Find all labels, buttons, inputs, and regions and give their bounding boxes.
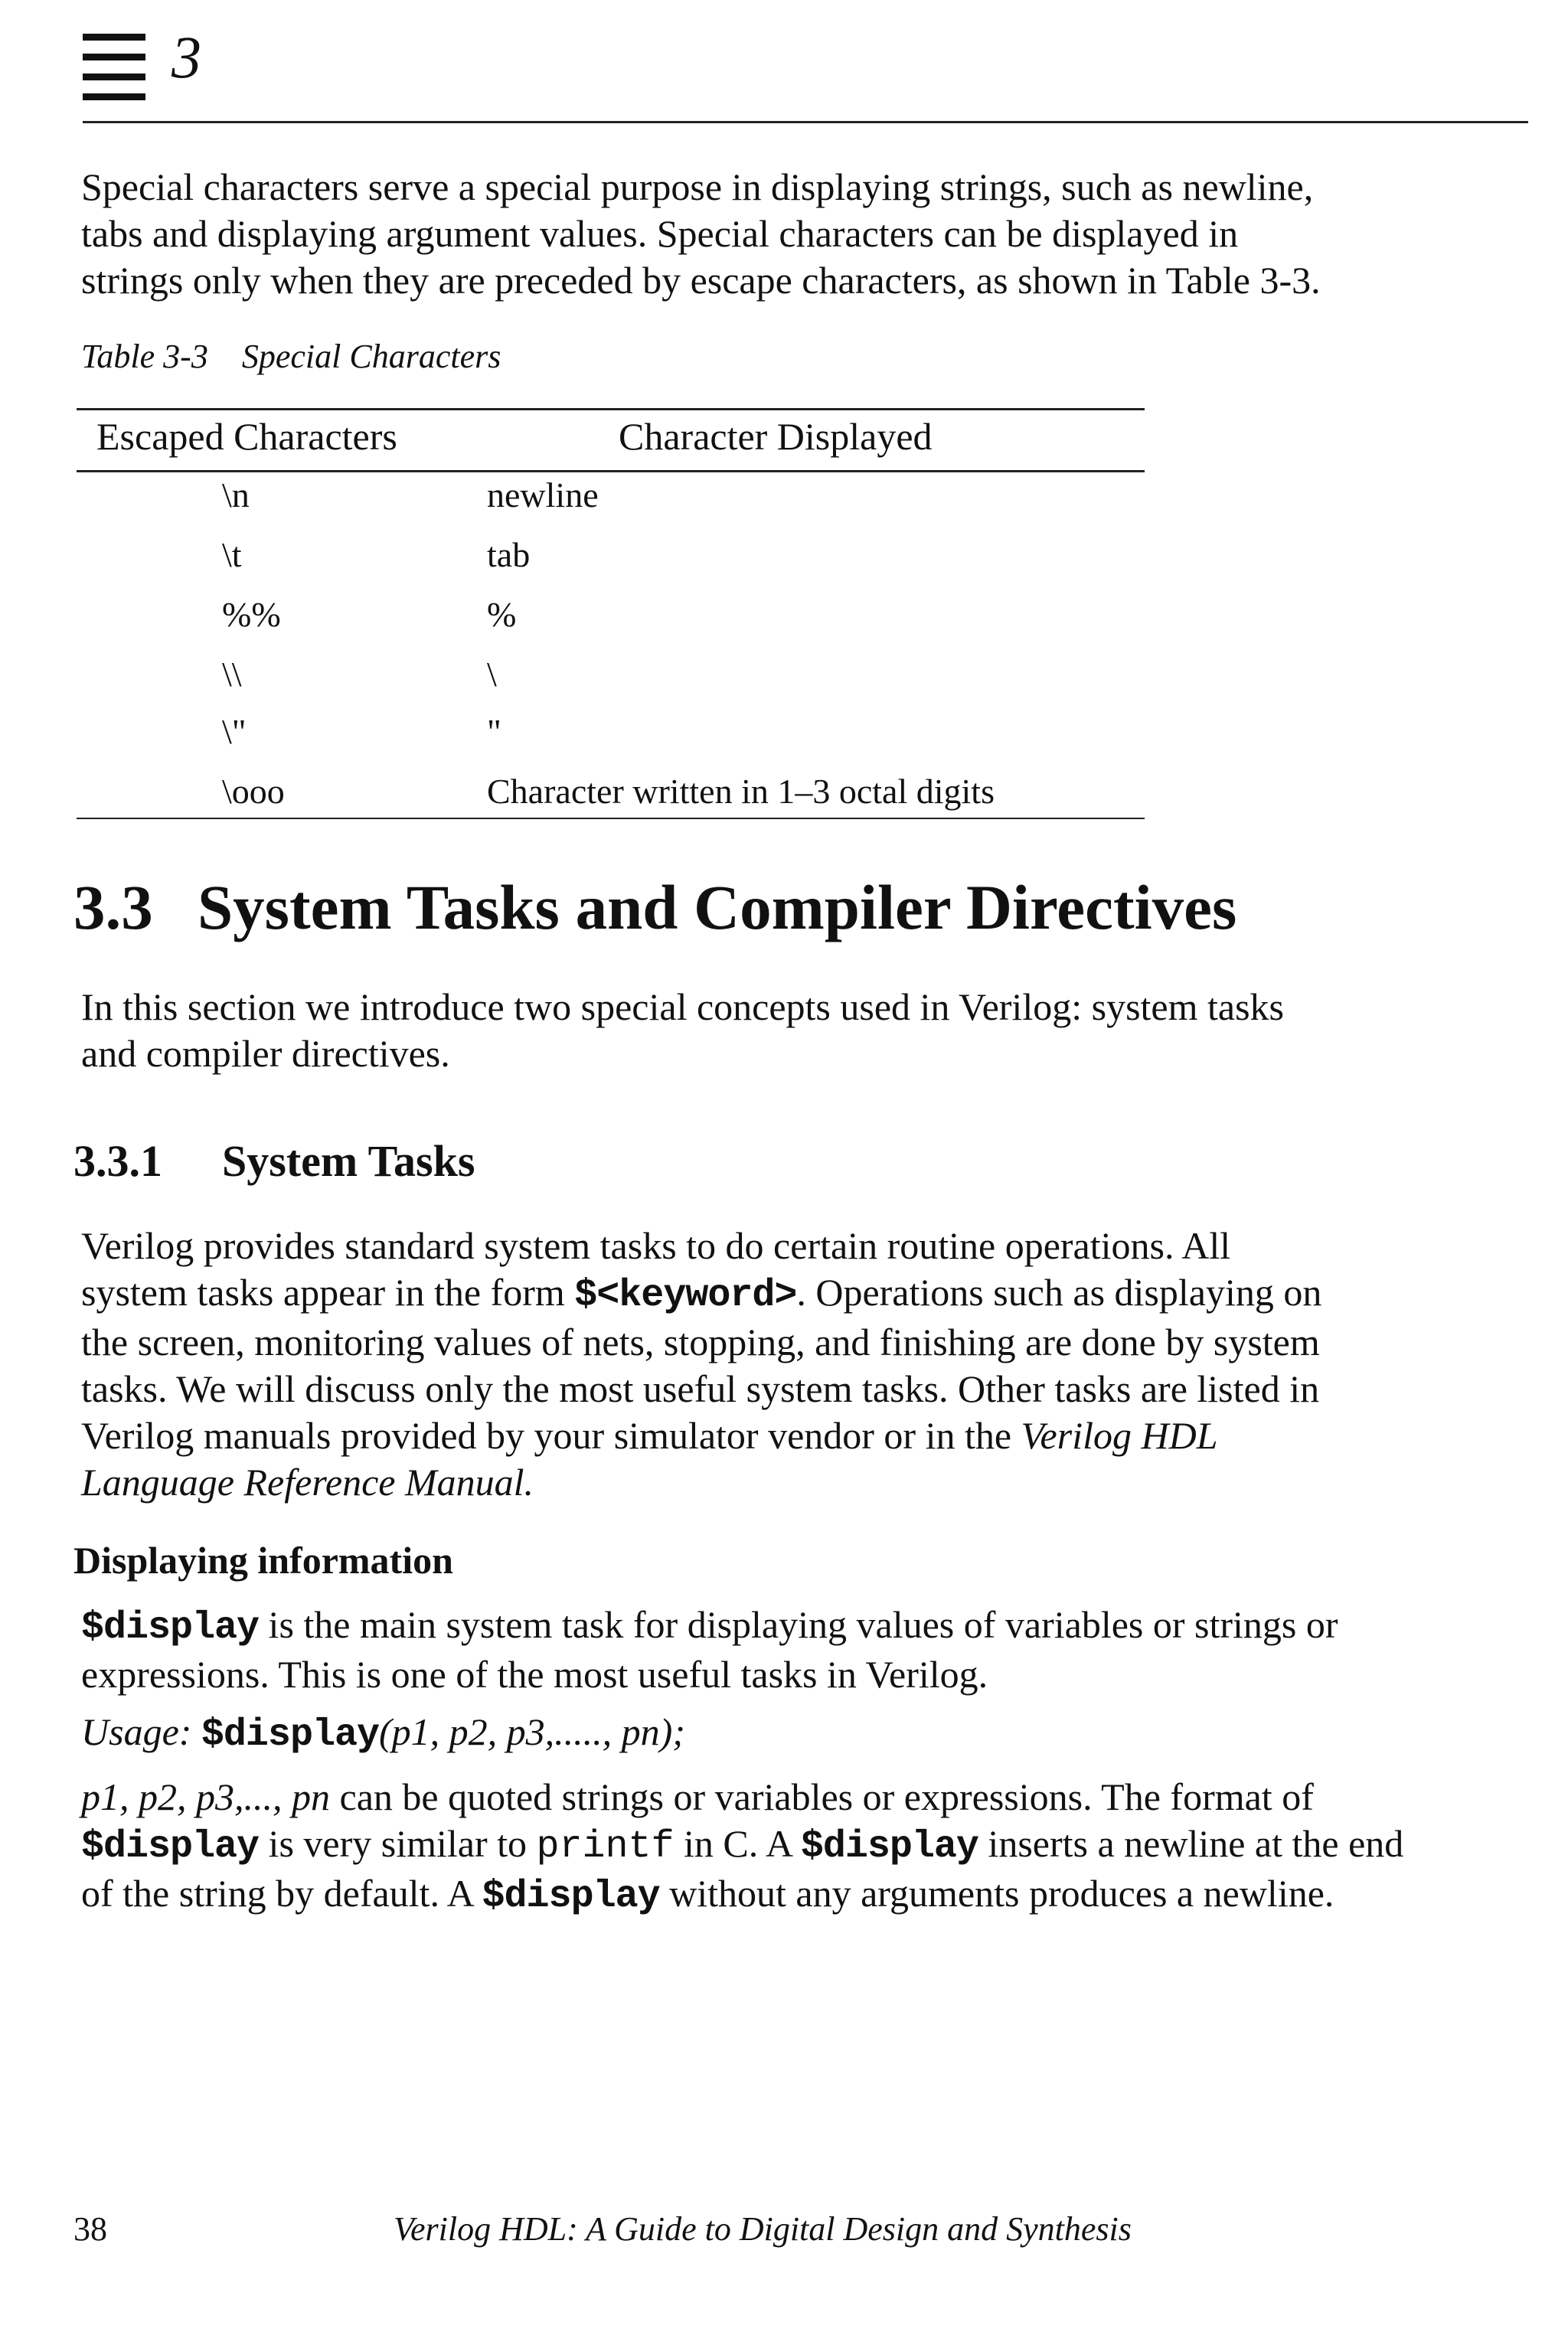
text-span: without any arguments produces a newline.: [659, 1872, 1334, 1915]
chapter-bar: [83, 73, 145, 80]
section-paragraph: [81, 984, 1528, 1077]
table-cell-displayed: ": [487, 712, 501, 751]
code-display: $display: [800, 1825, 978, 1869]
manual-title: Verilog HDL: [1021, 1414, 1218, 1457]
usage-line: [81, 1709, 1528, 1759]
subsection-number: 3.3.1: [74, 1136, 162, 1186]
table-cell-escaped: \\: [222, 655, 242, 694]
running-footer-title: Verilog HDL: A Guide to Digital Design and Synthesis: [394, 2210, 1132, 2248]
table-header-displayed: Character Displayed: [619, 415, 933, 458]
format-paragraph: [81, 1774, 1528, 1920]
displaying-heading: Displaying information: [74, 1539, 453, 1582]
text-line: [81, 1269, 1528, 1319]
section-number: 3.3: [74, 872, 153, 942]
text-span: is the main system task for displaying values of variables or strings or: [259, 1603, 1338, 1646]
table-caption: [81, 337, 501, 376]
usage-label: Usage:: [81, 1710, 201, 1753]
subsection-heading: [74, 1136, 475, 1186]
text-line: expressions. This is one of the most useful tasks in Verilog.: [81, 1653, 988, 1696]
text-span: system tasks appear in the form: [81, 1271, 575, 1314]
code-keyword: $<keyword>: [574, 1274, 797, 1318]
usage-args: (p1, p2, p3,....., pn);: [378, 1710, 685, 1753]
chapter-bar: [83, 34, 145, 41]
caption-title: Special Characters: [241, 338, 501, 375]
text-line: tabs and displaying argument values. Special characters can be displayed in: [81, 212, 1239, 255]
text-span: of the string by default. A: [81, 1872, 482, 1915]
text-line: [81, 1602, 1528, 1651]
text-line: strings only when they are preceded by escape characters, as shown in Table 3-3.: [81, 259, 1321, 302]
table-cell-escaped: %%: [222, 595, 281, 634]
text-line: In this section we introduce two special concepts used in Verilog: system tasks: [81, 985, 1284, 1028]
text-line: [81, 1774, 1528, 1821]
text-span: . Operations such as displaying on: [796, 1271, 1322, 1314]
table-cell-escaped: \": [222, 712, 247, 751]
section-title: System Tasks and Compiler Directives: [198, 872, 1237, 942]
table-bottom-rule: [77, 818, 1145, 819]
text-line: [81, 1870, 1528, 1920]
text-span: can be quoted strings or variables or expressions. The format of: [330, 1775, 1314, 1818]
table-cell-displayed: \: [487, 655, 497, 694]
text-line: [81, 1821, 1528, 1870]
subsection-title: System Tasks: [222, 1136, 475, 1186]
table-cell-escaped: \t: [222, 535, 242, 574]
text-span: inserts a newline at the end: [978, 1822, 1404, 1865]
text-line: [81, 1412, 1528, 1459]
text-line: Verilog provides standard system tasks to do certain routine operations. All: [81, 1224, 1231, 1267]
text-span: Verilog manuals provided by your simulator vendor or in the: [81, 1414, 1021, 1457]
system-tasks-paragraph: [81, 1223, 1528, 1506]
code-display: $display: [201, 1713, 379, 1757]
header-rule: [83, 121, 1528, 123]
table-cell-displayed: Character written in 1–3 octal digits: [487, 772, 995, 811]
text-span: in C. A: [674, 1822, 801, 1865]
table-cell-displayed: %: [487, 595, 517, 634]
display-paragraph: [81, 1602, 1528, 1698]
page-number: 38: [74, 2210, 107, 2248]
code-display: $display: [482, 1875, 660, 1919]
text-line: the screen, monitoring values of nets, stopping, and finishing are done by system: [81, 1321, 1320, 1363]
text-line: tasks. We will discuss only the most useful system tasks. Other tasks are listed in: [81, 1367, 1320, 1410]
manual-title: Language Reference Manual.: [81, 1461, 534, 1504]
text-span: is very similar to: [259, 1822, 537, 1865]
chapter-bar: [83, 54, 145, 60]
table-cell-escaped: \n: [222, 475, 250, 514]
table-cell-displayed: newline: [487, 475, 599, 514]
table-header-rule: [77, 470, 1145, 472]
intro-paragraph: [81, 164, 1528, 304]
param-list: p1, p2, p3,..., pn: [81, 1775, 330, 1818]
caption-label: Table 3-3: [81, 338, 208, 375]
table-header-escaped: Escaped Characters: [96, 415, 397, 458]
chapter-bar: [83, 93, 145, 100]
code-display: $display: [81, 1606, 260, 1650]
table-cell-displayed: tab: [487, 535, 531, 574]
code-printf: printf: [536, 1825, 675, 1869]
table-top-rule: [77, 408, 1145, 410]
table-cell-escaped: \ooo: [222, 772, 285, 811]
text-line: and compiler directives.: [81, 1032, 450, 1075]
code-display: $display: [81, 1825, 260, 1869]
chapter-number: 3: [172, 24, 201, 90]
section-heading: [74, 872, 1237, 942]
text-line: Special characters serve a special purpose in displaying strings, such as newline,: [81, 165, 1314, 208]
